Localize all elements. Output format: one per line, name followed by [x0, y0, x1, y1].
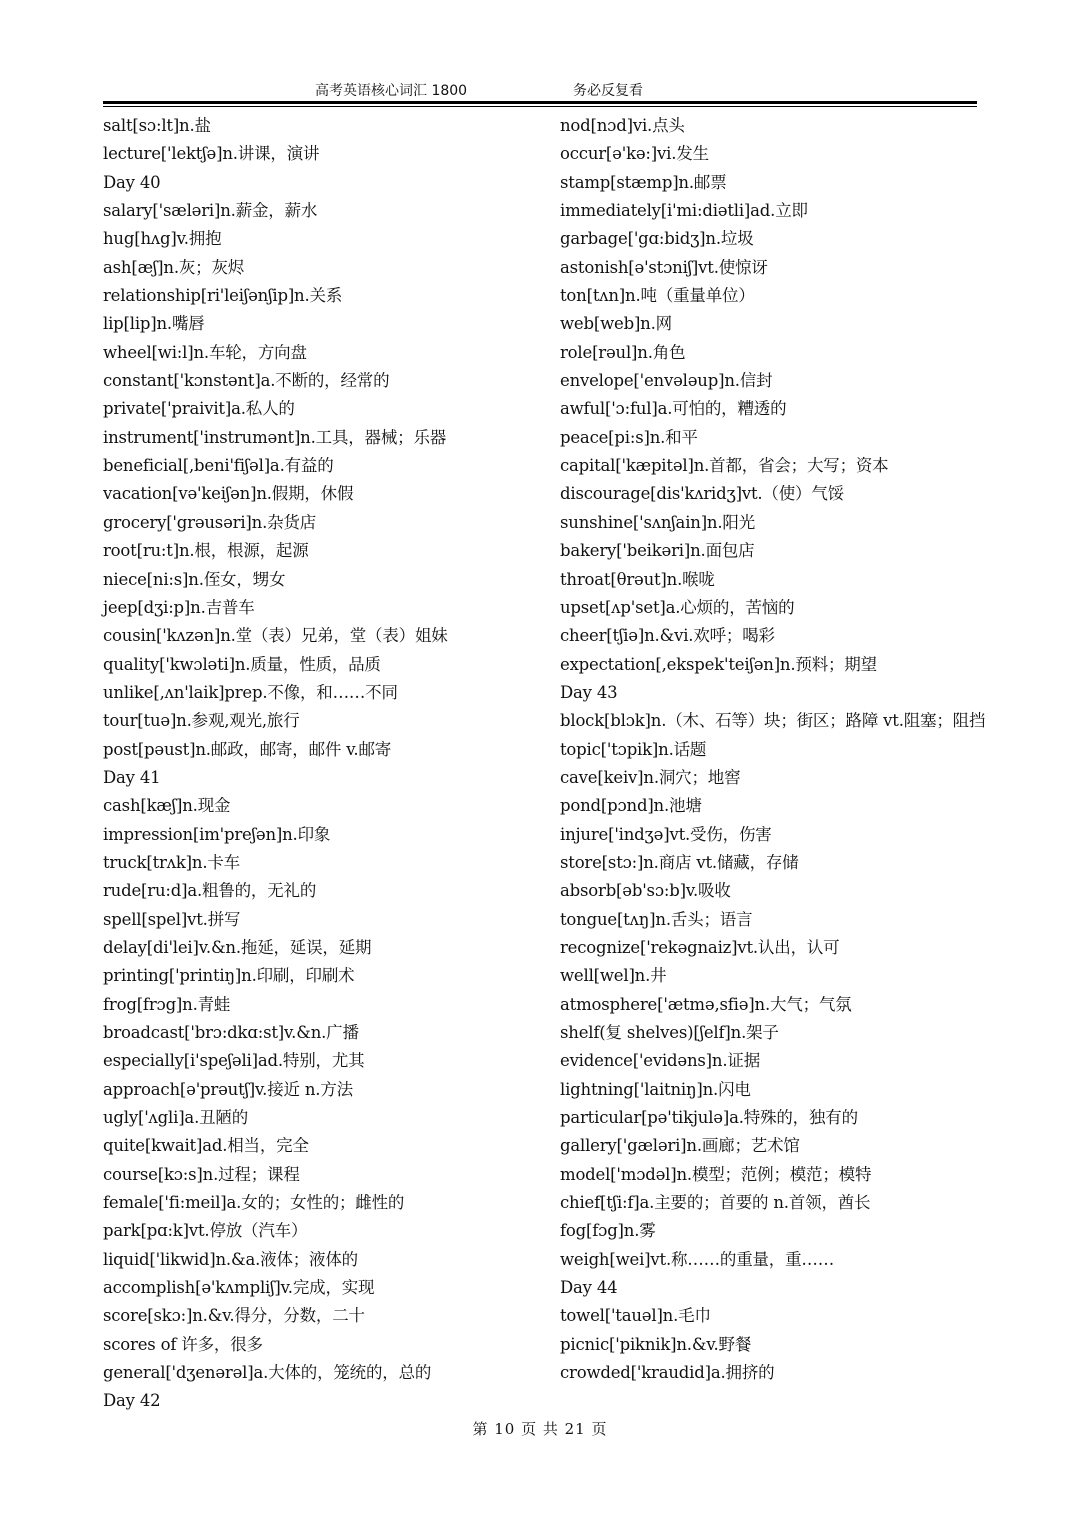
vocab-entry: constant['kɔnstənt]a.不断的，经常的: [103, 371, 390, 391]
vocab-entry: capital['kæpitəl]n.首都，省会；大写；资本: [560, 456, 889, 476]
vocab-entry: relationship[ri'leiʃənʃip]n.关系: [103, 286, 343, 306]
vocab-entry: expectation[,ekspek'teiʃən]n.预料；期望: [560, 654, 877, 674]
vocab-entry: well[wel]n.井: [560, 966, 667, 986]
vocab-entry: picnic['piknik]n.&v.野餐: [560, 1334, 752, 1354]
vocab-entry: vacation[və'keiʃən]n.假期，休假: [103, 484, 354, 504]
vocab-entry: role[rəul]n.角色: [560, 342, 686, 362]
header-rule-thick: [103, 101, 977, 104]
vocab-entry: bakery['beikəri]n.面包店: [560, 541, 755, 561]
vocab-entry: stamp[stæmp]n.邮票: [560, 172, 727, 192]
vocab-entry: salary['sæləri]n.薪金，薪水: [103, 201, 318, 221]
vocab-entry: spell[spel]vt.拼写: [103, 909, 241, 929]
vocab-entry: astonish[ə'stɔniʃ]vt.使惊讶: [560, 257, 768, 277]
vocab-entry: course[kɔ:s]n.过程；课程: [103, 1164, 300, 1184]
vocab-entry: throat[θrəut]n.喉咙: [560, 569, 715, 589]
vocab-entry: nod[nɔd]vi.点头: [560, 116, 685, 135]
vocab-entry: evidence['evidəns]n.证据: [560, 1051, 760, 1071]
vocab-entry: fog[fɔg]n.雾: [560, 1221, 656, 1241]
vocab-entry: root[ru:t]n.根，根源，起源: [103, 541, 309, 561]
vocab-entry: wheel[wi:l]n.车轮，方向盘: [103, 342, 307, 362]
vocab-entry: hug[hʌg]v.拥抱: [103, 229, 222, 249]
vocab-entry: lecture['lektʃə]n.讲课，演讲: [103, 144, 320, 164]
vocab-entry: instrument['instrumənt]n.工具，器械；乐器: [103, 427, 447, 447]
vocab-entry: lightning['laitniŋ]n.闪电: [560, 1079, 751, 1099]
vocab-entry: accomplish[ə'kʌmpliʃ]v.完成，实现: [103, 1278, 375, 1298]
vocab-entry: atmosphere['ætmə,sfiə]n.大气；气氛: [560, 994, 852, 1014]
vocab-entry: cave[keiv]n.洞穴；地窖: [560, 767, 741, 787]
vocab-entry: broadcast['brɔ:dkɑ:st]v.&n.广播: [103, 1023, 359, 1042]
vocab-entry: niece[ni:s]n.侄女，甥女: [103, 569, 286, 589]
vocab-entry: envelope['envələup]n.信封: [560, 371, 773, 391]
vocab-entry: upset[ʌp'set]a.心烦的，苦恼的: [560, 597, 795, 617]
vocab-entry: approach[ə'prəutʃ]v.接近 n.方法: [103, 1079, 353, 1099]
vocab-entry: post[pəust]n.邮政，邮寄，邮件 v.邮寄: [103, 739, 392, 759]
right-column: [560, 112, 986, 1387]
vocab-entry: unlike[,ʌn'laik]prep.不像，和……不同: [103, 682, 398, 702]
day-heading: Day 43: [560, 682, 618, 702]
vocab-entry: truck[trʌk]n.卡车: [103, 852, 240, 872]
vocab-entry: crowded['kraudid]a.拥挤的: [560, 1363, 775, 1383]
vocab-entry: lip[lip]n.嘴唇: [103, 314, 205, 334]
vocab-entry: park[pɑ:k]vt.停放（汽车）: [103, 1221, 308, 1241]
vocab-entry: liquid['likwid]n.&a.液体；液体的: [103, 1249, 358, 1269]
vocab-entry: private['praivit]a.私人的: [103, 399, 295, 419]
vocab-entry: general['dʒenərəl]a.大体的，笼统的，总的: [103, 1363, 432, 1383]
vocab-entry: rude[ru:d]a.粗鲁的，无礼的: [103, 881, 317, 901]
vocab-entry: occur[ə'kə:]vi.发生: [560, 144, 709, 164]
vocab-entry: topic['tɔpik]n.话题: [560, 739, 707, 759]
vocab-entry: score[skɔ:]n.&v.得分，分数，二十: [103, 1306, 365, 1326]
vocab-entry: awful['ɔ:ful]a.可怕的，糟透的: [560, 399, 787, 419]
vocab-entry: grocery['grəusəri]n.杂货店: [103, 512, 317, 532]
vocab-entry: pond[pɔnd]n.池塘: [560, 796, 702, 816]
vocab-entry: printing['printiŋ]n.印刷，印刷术: [103, 966, 355, 986]
page-header: [103, 78, 977, 100]
day-heading: Day 42: [103, 1391, 161, 1411]
vocab-entry: female['fi:meil]a.女的；女性的；雌性的: [103, 1193, 405, 1213]
left-column: [103, 112, 543, 1416]
header-title: 高考英语核心词汇 1800: [315, 83, 468, 99]
vocab-entry: weigh[wei]vt.称……的重量，重……: [560, 1249, 834, 1269]
vocab-entry: tour[tuə]n.参观,观光,旅行: [103, 711, 300, 731]
vocab-entry: block[blɔk]n.（木、石等）块；街区；路障 vt.阻塞；阻挡: [560, 711, 986, 731]
vocab-entry: impression[im'preʃən]n.印象: [103, 824, 331, 844]
vocab-entry: shelf(复 shelves)[ʃelf]n.架子: [560, 1023, 779, 1042]
vocab-entry: chief[tʃi:f]a.主要的；首要的 n.首领，酋长: [560, 1193, 871, 1213]
vocab-entry: store[stɔ:]n.商店 vt.储藏，存储: [560, 852, 799, 872]
vocab-entry: scores of 许多，很多: [103, 1334, 263, 1354]
vocab-entry: peace[pi:s]n.和平: [560, 427, 698, 447]
vocab-entry: sunshine['sʌnʃain]n.阳光: [560, 512, 756, 532]
vocab-entry: recognize['rekəgnaiz]vt.认出，认可: [560, 937, 840, 957]
vocab-entry: injure['indʒə]vt.受伤，伤害: [560, 824, 772, 844]
day-heading: Day 41: [103, 767, 161, 787]
vocab-entry: tongue[tʌŋ]n.舌头；语言: [560, 909, 753, 929]
vocab-entry: ugly['ʌgli]a.丑陋的: [103, 1108, 249, 1128]
vocab-entry: jeep[dʒi:p]n.吉普车: [103, 597, 255, 617]
vocab-entry: discourage[dis'kʌridʒ]vt.（使）气馁: [560, 484, 844, 504]
vocab-entry: gallery['gæləri]n.画廊；艺术馆: [560, 1136, 800, 1156]
vocab-entry: beneficial[,beni'fiʃəl]a.有益的: [103, 456, 334, 476]
vocab-entry: cheer[tʃiə]n.&vi.欢呼；喝彩: [560, 626, 775, 646]
vocab-entry: ash[æʃ]n.灰；灰烬: [103, 257, 245, 277]
header-rule-thin: [103, 106, 977, 107]
vocab-entry: frog[frɔg]n.青蛙: [103, 994, 231, 1014]
vocab-entry: towel['tauəl]n.毛巾: [560, 1306, 711, 1326]
vocab-entry: garbage['gɑ:bidʒ]n.垃圾: [560, 229, 754, 249]
vocab-entry: salt[sɔ:lt]n.盐: [103, 116, 211, 135]
vocab-entry: especially[i'speʃəli]ad.特别，尤其: [103, 1051, 365, 1071]
day-heading: Day 44: [560, 1278, 618, 1298]
vocab-entry: quite[kwait]ad.相当，完全: [103, 1136, 309, 1156]
vocab-entry: cousin['kʌzən]n.堂（表）兄弟，堂（表）姐妹: [103, 626, 448, 646]
vocab-entry: delay[di'lei]v.&n.拖延，延误，延期: [103, 937, 372, 957]
day-heading: Day 40: [103, 172, 161, 192]
header-note: 务必反复看: [573, 83, 643, 99]
vocab-entry: immediately[i'mi:diətli]ad.立即: [560, 201, 808, 221]
vocab-entry: particular[pə'tikjulə]a.特殊的，独有的: [560, 1108, 858, 1128]
vocab-entry: web[web]n.网: [560, 314, 672, 334]
vocab-entry: model['mɔdəl]n.模型；范例；模范；模特: [560, 1164, 872, 1184]
vocab-entry: quality['kwɔləti]n.质量，性质，品质: [103, 654, 381, 674]
vocab-entry: ton[tʌn]n.吨（重量单位）: [560, 286, 755, 306]
vocab-entry: cash[kæʃ]n.现金: [103, 796, 231, 816]
page-footer: 第 10 页 共 21 页: [472, 1420, 608, 1438]
vocab-entry: absorb[əb'sɔ:b]v.吸收: [560, 881, 731, 901]
